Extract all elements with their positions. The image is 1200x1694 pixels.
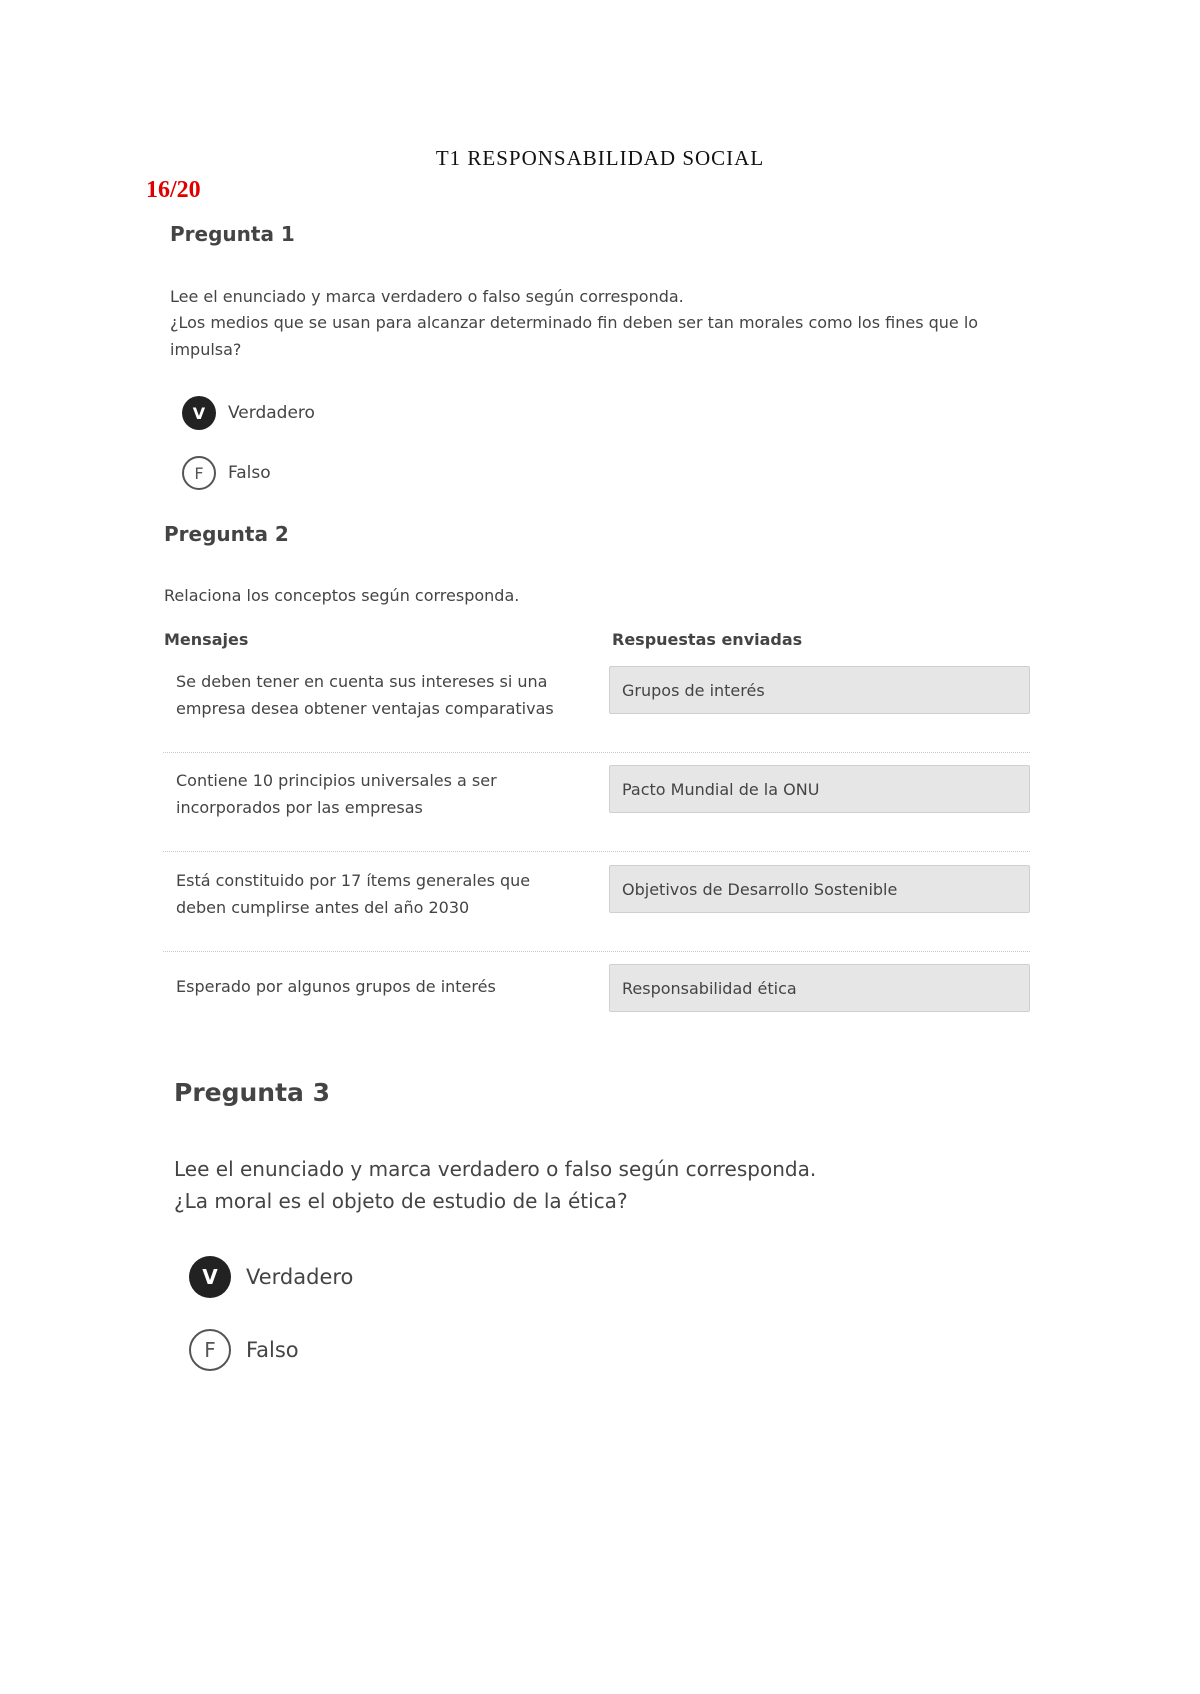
option-label: Falso <box>246 1338 299 1362</box>
row-divider <box>163 851 1030 852</box>
row-divider <box>163 951 1030 952</box>
match-message-line: empresa desea obtener ventajas comparativas <box>176 699 554 719</box>
question-heading: Pregunta 2 <box>164 522 289 546</box>
option-f-badge[interactable]: F <box>182 456 216 490</box>
question-text-line: Lee el enunciado y marca verdadero o falso según corresponda. <box>170 287 684 306</box>
match-message-line: Está constituido por 17 ítems generales que <box>176 871 531 890</box>
question-text-line: ¿La moral es el objeto de estudio de la ética? <box>174 1189 628 1213</box>
option-label: Falso <box>228 463 271 483</box>
option-true[interactable] <box>189 1256 353 1298</box>
question-text <box>170 284 978 363</box>
row-divider <box>163 752 1030 753</box>
question-heading: Pregunta 1 <box>170 222 295 246</box>
option-true[interactable] <box>182 396 315 430</box>
option-label: Verdadero <box>246 1265 354 1289</box>
question-text-line: Lee el enunciado y marca verdadero o falso según corresponda. <box>174 1157 817 1181</box>
match-message <box>176 867 576 921</box>
option-label: Verdadero <box>228 403 315 423</box>
match-answer[interactable]: Objetivos de Desarrollo Sostenible <box>609 865 1030 913</box>
match-answer[interactable]: Responsabilidad ética <box>609 964 1030 1012</box>
option-v-badge[interactable]: V <box>189 1256 231 1298</box>
question-text <box>174 1153 816 1217</box>
match-answer[interactable]: Grupos de interés <box>609 666 1030 714</box>
question-instruction: Relaciona los conceptos según corresponda. <box>164 586 520 605</box>
score-label: 16/20 <box>146 177 201 203</box>
question-text-line: ¿Los medios que se usan para alcanzar determinado fin deben ser tan morales como los fines que lo <box>170 313 979 333</box>
question-text-line: impulsa? <box>170 339 242 359</box>
match-message-line: Contiene 10 principios universales a ser <box>176 771 497 790</box>
match-message <box>176 973 576 1000</box>
match-message-line: Esperado por algunos grupos de interés <box>176 977 496 996</box>
option-false[interactable] <box>182 456 271 490</box>
option-false[interactable] <box>189 1329 299 1371</box>
match-message-line: incorporados por las empresas <box>176 798 423 818</box>
match-answer[interactable]: Pacto Mundial de la ONU <box>609 765 1030 813</box>
match-message <box>176 668 576 722</box>
document-title: T1 RESPONSABILIDAD SOCIAL <box>435 146 765 170</box>
option-f-badge[interactable]: F <box>189 1329 231 1371</box>
match-message-line: Se deben tener en cuenta sus intereses si una <box>176 672 548 691</box>
match-message <box>176 767 576 821</box>
match-message-line: deben cumplirse antes del año 2030 <box>176 898 470 918</box>
option-v-badge[interactable]: V <box>182 396 216 430</box>
column-header-messages: Mensajes <box>164 630 249 649</box>
column-header-answers: Respuestas enviadas <box>612 630 803 649</box>
question-heading: Pregunta 3 <box>174 1078 331 1107</box>
